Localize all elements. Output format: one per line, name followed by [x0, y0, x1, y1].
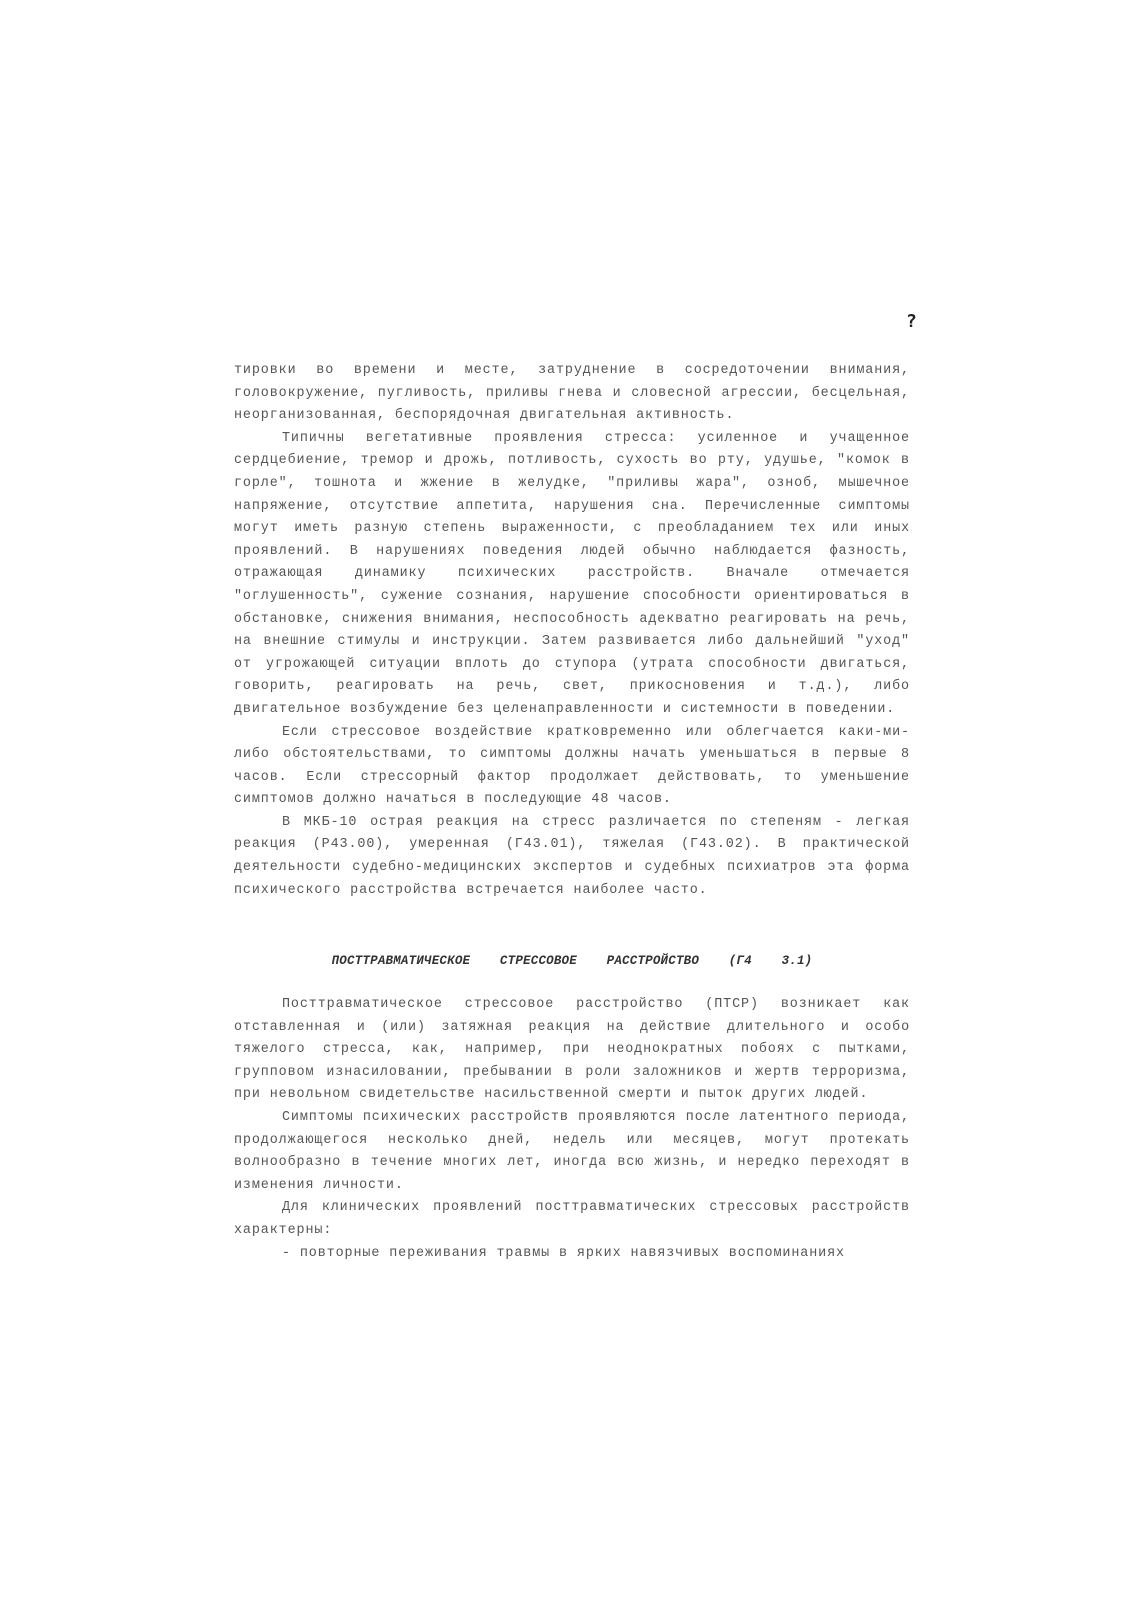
paragraph-1: тировки во времени и месте, затруднение в сосредоточении внимания, головокружение, пугливость, приливы гнева и словесной агрессии, бесцельная, неорганизованная, беспорядочная двигательная активность. — [234, 363, 910, 424]
text-block-bottom — [234, 994, 910, 1265]
paragraph-2: Типичны вегетативные проявления стресса: усиленное и учащенное сердцебиение, тремор и дрожь, потливость, сухость во рту, удушье, "комок в горле", тошнота и жжение в желудке, "приливы жара", озноб, мышечное напряжение, отсутствие аппетита, нарушения сна. Перечисленные симптомы могут иметь разную степень выраженности, с преобладанием тех или иных проявлений. В нарушениях поведения людей обычно наблюдается фазность, отражающая динамику психических расстройств. Вначале отмечается "оглушенность", сужение сознания, нарушение способности ориентироваться в обстановке, снижения внимания, неспособность адекватно реагировать на речь, на внешние стимулы и инструкции. Затем развивается либо дальнейший "уход" от угрожающей ситуации вплоть до ступора (утрата способности двигаться, говорить, реагировать на речь, свет, прикосновения и т.д.), либо двигательное возбуждение без целенаправленности и системности в поведении. — [234, 430, 910, 717]
paragraph-6: Симптомы психических расстройств проявляются после латентного периода, продолжающегося несколько дней, недель или месяцев, могут протекать волнообразно в течение многих лет, иногда всю жизнь, и нередко переходят в изменения личности. — [234, 1109, 910, 1193]
text-block-top — [234, 360, 910, 902]
paragraph-7: Для клинических проявлений посттравматических стрессовых расстройств характерны: — [234, 1200, 910, 1238]
section-heading: ПОСТТРАВМАТИЧЕСКОЕ СТРЕССОВОЕ РАССТРОЙСТВО (Г4 3.1) — [331, 954, 813, 968]
paragraph-3: Если стрессовое воздействие кратковременно или облегчается каки-ми-либо обстоятельствами, то симптомы должны начать уменьшаться в первые 8 часов. Если стрессорный фактор продолжает действовать, то уменьшение симптомов должно начаться в последующие 48 часов. — [234, 724, 910, 808]
page-number: ? — [906, 311, 917, 332]
paragraph-5: Посттравматическое стрессовое расстройство (ПТСР) возникает как отставленная и (или) затяжная реакция на действие длительного и особо тяжелого стресса, как, например, при неоднократных побоях с пытками, групповом изнасиловании, пребывании в роли заложников и жертв терроризма, при невольном свидетельстве насильственной смерти и пыток других людей. — [234, 997, 910, 1103]
list-item: - повторные переживания травмы в ярких навязчивых воспоминаниях — [282, 1245, 845, 1261]
paragraph-4: В МКБ-10 острая реакция на стресс различается по степеням - легкая реакция (Р43.00), умеренная (Г43.01), тяжелая (Г43.02). В практической деятельности судебно-медицинских экспертов и судебных психиатров эта форма психического расстройства встречается наиболее часто. — [234, 814, 910, 898]
